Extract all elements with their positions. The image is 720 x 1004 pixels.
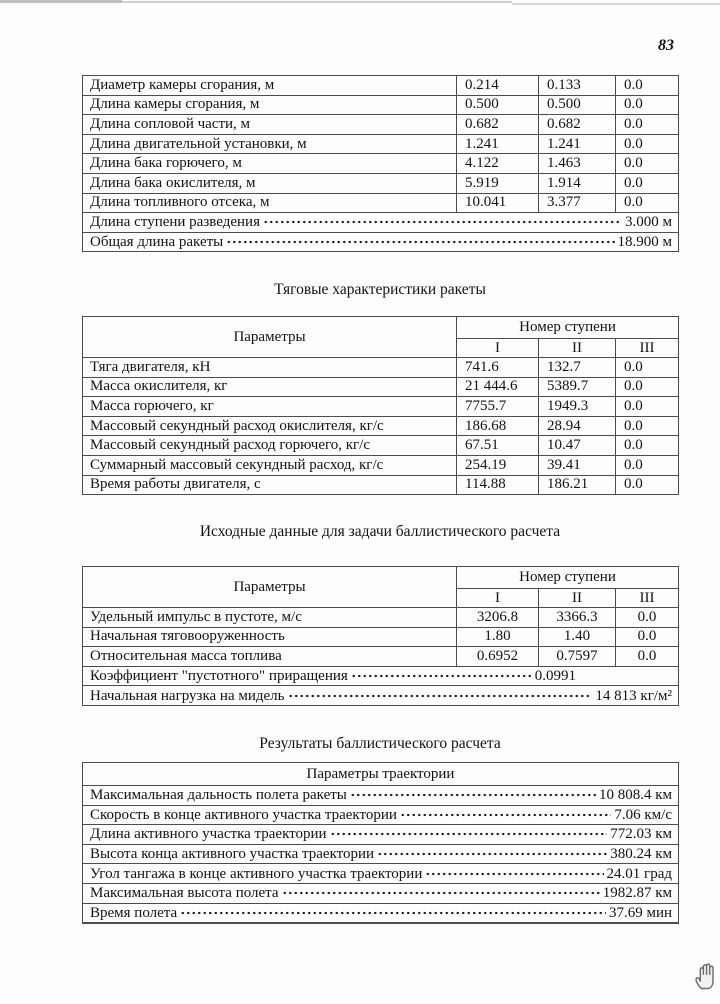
table-row xyxy=(83,666,679,686)
stage-value-cell: 39.41 xyxy=(539,455,616,475)
dot-leader-icon xyxy=(351,671,532,685)
table-row xyxy=(83,475,679,495)
stage-value-cell: 5389.7 xyxy=(539,377,616,397)
table-row xyxy=(83,825,679,845)
stage-value-cell: 186.68 xyxy=(457,416,539,436)
table-row xyxy=(83,786,679,806)
table-row xyxy=(83,377,679,397)
stage-value-cell: 0.0 xyxy=(616,608,679,628)
params-header-cell: Параметры xyxy=(83,567,457,608)
stage-value-cell: 0.0 xyxy=(616,115,679,135)
stage-value-cell: 1.241 xyxy=(457,134,539,154)
leader-row-cell xyxy=(83,844,679,864)
param-label-cell: Длина камеры сгорания, м xyxy=(83,95,457,115)
leader-label: Максимальная дальность полета ракеты xyxy=(90,787,347,804)
leader-row-cell xyxy=(83,825,679,845)
leader-label: Коэффициент "пустотного" приращения xyxy=(90,668,348,685)
stage-number-header-cell: Номер ступени xyxy=(457,317,679,339)
stage-value-cell: 1.80 xyxy=(457,627,539,647)
dot-leader-icon xyxy=(288,691,593,705)
leader-label: Скорость в конце активного участка траектории xyxy=(90,806,397,823)
section-title-thrust: Тяговые характеристики ракеты xyxy=(274,281,486,298)
leader-row-cell xyxy=(83,883,679,903)
table-header-row xyxy=(83,763,679,786)
stage-value-cell: 1949.3 xyxy=(539,397,616,417)
leader-label: Общая длина ракеты xyxy=(90,234,224,251)
table-row xyxy=(83,844,679,864)
stage-value-cell: 7755.7 xyxy=(457,397,539,417)
results-table xyxy=(82,762,679,924)
stage-value-cell: 132.7 xyxy=(539,358,616,378)
stage-value-cell: 28.94 xyxy=(539,416,616,436)
table-row xyxy=(83,883,679,903)
dot-leader-row xyxy=(90,825,672,843)
param-label-cell: Масса окислителя, кг xyxy=(83,377,457,397)
leader-row-cell xyxy=(83,213,679,233)
dot-leader-icon xyxy=(377,849,607,863)
stage-value-cell: 1.241 xyxy=(539,134,616,154)
table-row xyxy=(83,647,679,667)
stage-value-cell: 0.6952 xyxy=(457,647,539,667)
stage-value-cell: 0.0 xyxy=(616,95,679,115)
leader-label: Начальная нагрузка на мидель xyxy=(90,687,285,704)
page-number: 83 xyxy=(658,37,674,54)
table-row xyxy=(83,608,679,628)
param-label-cell: Длина бака окислителя, м xyxy=(83,173,457,193)
leader-row-cell xyxy=(83,805,679,825)
trajectory-params-header-cell: Параметры траектории xyxy=(83,763,679,786)
stage-value-cell: 0.0 xyxy=(616,475,679,495)
section-title-results: Результаты баллистического расчета xyxy=(259,735,501,752)
table-row xyxy=(83,213,679,233)
table-row xyxy=(83,397,679,417)
stage-value-cell: 0.0 xyxy=(616,416,679,436)
param-label-cell: Суммарный массовый секундный расход, кг/с xyxy=(83,455,457,475)
param-label-cell: Массовый секундный расход окислителя, кг/с xyxy=(83,416,457,436)
dot-leader-icon xyxy=(263,217,622,231)
params-header-cell: Параметры xyxy=(83,317,457,358)
top-edge-line xyxy=(512,3,720,5)
stage-value-cell: 0.214 xyxy=(457,76,539,96)
stage-value-cell: 254.19 xyxy=(457,455,539,475)
stage-value-cell: 0.0 xyxy=(616,134,679,154)
dot-leader-row xyxy=(90,213,672,231)
dot-leader-icon xyxy=(330,829,608,843)
table-row xyxy=(83,358,679,378)
hand-grab-cursor-icon xyxy=(693,961,717,991)
stage-value-cell: 0.0 xyxy=(616,436,679,456)
leader-value: 0.0991 xyxy=(534,668,577,685)
table-row xyxy=(83,686,679,706)
stage-value-cell: 3206.8 xyxy=(457,608,539,628)
stage-value-cell: 0.500 xyxy=(457,95,539,115)
leader-value: 3.000 м xyxy=(625,214,672,231)
leader-value: 772.03 км xyxy=(610,826,672,843)
leader-label: Максимальная высота полета xyxy=(90,885,279,902)
section-title-ballistic-input: Исходные данные для задачи баллистического расчета xyxy=(199,523,561,540)
param-label-cell: Длина сопловой части, м xyxy=(83,115,457,135)
leader-value: 10 808.4 км xyxy=(598,787,672,804)
dot-leader-row xyxy=(90,884,672,902)
table-row xyxy=(83,173,679,193)
leader-value: 24.01 град xyxy=(606,865,672,882)
table-row xyxy=(83,154,679,174)
leader-row-cell xyxy=(83,686,679,706)
table-header-row xyxy=(83,317,679,339)
stage-value-cell: 0.0 xyxy=(616,627,679,647)
leader-value: 7.06 км/с xyxy=(614,806,672,823)
param-label-cell: Время работы двигателя, с xyxy=(83,475,457,495)
table-row xyxy=(83,903,679,923)
dot-leader-icon xyxy=(180,908,606,922)
leader-row-cell xyxy=(83,786,679,806)
stage-value-cell: 0.682 xyxy=(539,115,616,135)
leader-value: 1982.87 км xyxy=(602,885,672,902)
stage-value-cell: 186.21 xyxy=(539,475,616,495)
stage-value-cell: 0.133 xyxy=(539,76,616,96)
table-header-row xyxy=(83,567,679,589)
leader-value: 14 813 кг/м² xyxy=(595,687,673,704)
table-row xyxy=(83,232,679,252)
stage-value-cell: 0.0 xyxy=(616,154,679,174)
stage-i-header-cell: I xyxy=(457,339,539,358)
table-row xyxy=(83,805,679,825)
stage-value-cell: 1.40 xyxy=(539,627,616,647)
stage-value-cell: 0.0 xyxy=(616,397,679,417)
stage-value-cell: 0.0 xyxy=(616,647,679,667)
param-label-cell: Длина бака горючего, м xyxy=(83,154,457,174)
dot-leader-row xyxy=(90,233,672,251)
dot-leader-row xyxy=(90,845,672,863)
top-edge-line xyxy=(0,0,122,3)
leader-value: 37.69 мин xyxy=(608,904,672,921)
leader-label: Угол тангажа в конце активного участка траектории xyxy=(90,865,423,882)
table-row xyxy=(83,455,679,475)
dot-leader-icon xyxy=(350,790,596,804)
param-label-cell: Диаметр камеры сгорания, м xyxy=(83,76,457,96)
stage-ii-header-cell: II xyxy=(539,339,616,358)
param-label-cell: Начальная тяговооруженность xyxy=(83,627,457,647)
stage-value-cell: 3.377 xyxy=(539,193,616,213)
leader-label: Высота конца активного участка траектории xyxy=(90,846,375,863)
table-row xyxy=(83,193,679,213)
stage-value-cell: 0.500 xyxy=(539,95,616,115)
param-label-cell: Массовый секундный расход горючего, кг/с xyxy=(83,436,457,456)
table-row xyxy=(83,864,679,884)
stage-value-cell: 10.47 xyxy=(539,436,616,456)
table-row xyxy=(83,115,679,135)
dot-leader-row xyxy=(90,687,672,705)
stage-value-cell: 114.88 xyxy=(457,475,539,495)
param-label-cell: Удельный импульс в пустоте, м/с xyxy=(83,608,457,628)
stage-value-cell: 21 444.6 xyxy=(457,377,539,397)
stage-value-cell: 10.041 xyxy=(457,193,539,213)
param-label-cell: Относительная масса топлива xyxy=(83,647,457,667)
stage-value-cell: 0.0 xyxy=(616,193,679,213)
table-row xyxy=(83,416,679,436)
dot-leader-row xyxy=(90,806,672,824)
leader-row-cell xyxy=(83,666,679,686)
table-row xyxy=(83,436,679,456)
table-row xyxy=(83,134,679,154)
stage-ii-header-cell: II xyxy=(539,589,616,608)
stage-value-cell: 1.914 xyxy=(539,173,616,193)
dot-leader-icon xyxy=(400,810,611,824)
geometry-table xyxy=(82,75,679,252)
stage-value-cell: 0.682 xyxy=(457,115,539,135)
leader-label: Длина активного участка траектории xyxy=(90,826,327,843)
dot-leader-icon xyxy=(226,237,614,251)
leader-value: 18.900 м xyxy=(617,234,672,251)
table-row xyxy=(83,76,679,96)
leader-row-cell xyxy=(83,232,679,252)
table-row xyxy=(83,95,679,115)
table-row xyxy=(83,627,679,647)
dot-leader-row xyxy=(90,865,672,883)
stage-number-header-cell: Номер ступени xyxy=(457,567,679,589)
stage-iii-header-cell: III xyxy=(616,339,679,358)
dot-leader-row xyxy=(90,904,672,922)
stage-value-cell: 0.0 xyxy=(616,173,679,193)
stage-value-cell: 0.7597 xyxy=(539,647,616,667)
stage-i-header-cell: I xyxy=(457,589,539,608)
stage-value-cell: 0.0 xyxy=(616,377,679,397)
stage-value-cell: 1.463 xyxy=(539,154,616,174)
leader-label: Длина ступени разведения xyxy=(90,214,260,231)
param-label-cell: Длина двигательной установки, м xyxy=(83,134,457,154)
stage-value-cell: 4.122 xyxy=(457,154,539,174)
thrust-table xyxy=(82,316,679,495)
leader-row-cell xyxy=(83,864,679,884)
param-label-cell: Масса горючего, кг xyxy=(83,397,457,417)
stage-value-cell: 67.51 xyxy=(457,436,539,456)
dot-leader-icon xyxy=(425,869,603,883)
stage-value-cell: 0.0 xyxy=(616,76,679,96)
top-edge-line xyxy=(122,1,512,3)
ballistic-input-table xyxy=(82,566,679,706)
leader-label: Время полета xyxy=(90,904,178,921)
leader-row-cell xyxy=(83,903,679,923)
leader-value: 380.24 км xyxy=(610,846,672,863)
stage-value-cell: 0.0 xyxy=(616,455,679,475)
stage-value-cell: 5.919 xyxy=(457,173,539,193)
dot-leader-row xyxy=(90,667,672,685)
dot-leader-icon xyxy=(282,888,600,902)
stage-value-cell: 0.0 xyxy=(616,358,679,378)
param-label-cell: Длина топливного отсека, м xyxy=(83,193,457,213)
stage-value-cell: 741.6 xyxy=(457,358,539,378)
stage-value-cell: 3366.3 xyxy=(539,608,616,628)
stage-iii-header-cell: III xyxy=(616,589,679,608)
param-label-cell: Тяга двигателя, кН xyxy=(83,358,457,378)
dot-leader-row xyxy=(90,786,672,804)
